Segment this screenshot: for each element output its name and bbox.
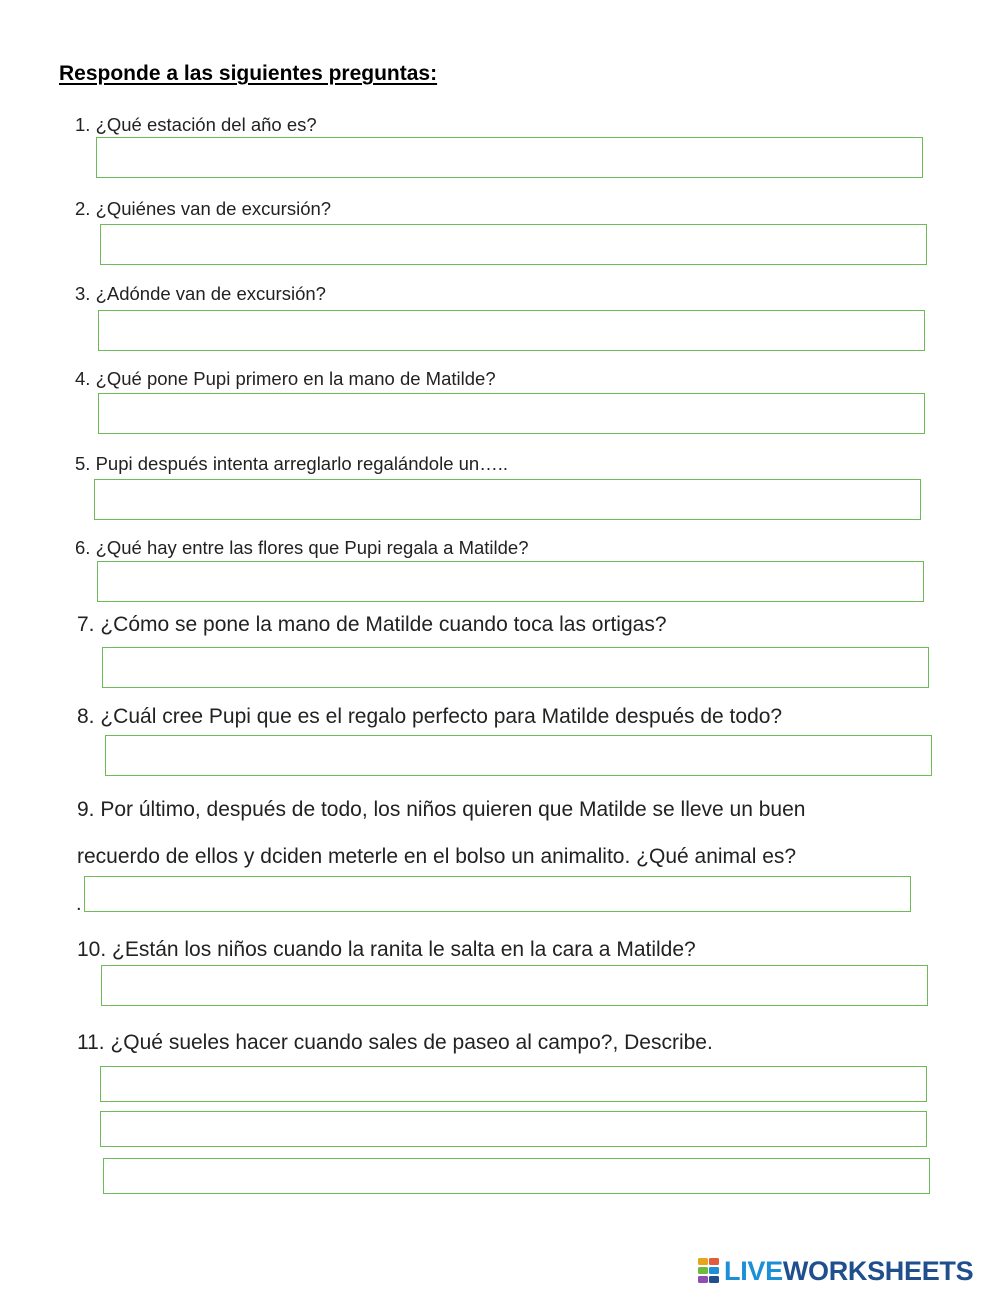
- question-4: 4. ¿Qué pone Pupi primero en la mano de Matilde?: [75, 368, 496, 389]
- question-9-line-2: recuerdo de ellos y dciden meterle en el bolso un animalito. ¿Qué animal es?: [77, 845, 797, 868]
- question-8: 8. ¿Cuál cree Pupi que es el regalo perfecto para Matilde después de todo?: [77, 705, 783, 728]
- answer-input-11a[interactable]: [100, 1066, 927, 1102]
- liveworksheets-logo: [698, 1256, 973, 1286]
- question-2: 2. ¿Quiénes van de excursión?: [75, 198, 332, 219]
- question-3: 3. ¿Adónde van de excursión?: [75, 283, 326, 304]
- stray-period: .: [76, 893, 82, 915]
- answer-input-10[interactable]: [101, 965, 928, 1006]
- question-10: 10. ¿Están los niños cuando la ranita le salta en la cara a Matilde?: [77, 938, 696, 961]
- question-6: 6. ¿Qué hay entre las flores que Pupi regala a Matilde?: [75, 537, 529, 558]
- logo-live-text: LIVE: [724, 1255, 783, 1286]
- question-9-line-1: 9. Por último, después de todo, los niños quieren que Matilde se lleve un buen: [77, 798, 806, 821]
- question-11: 11. ¿Qué sueles hacer cuando sales de paseo al campo?, Describe.: [77, 1031, 713, 1054]
- answer-input-4[interactable]: [98, 393, 925, 434]
- answer-input-6[interactable]: [97, 561, 924, 602]
- answer-input-5[interactable]: [94, 479, 921, 520]
- answer-input-9[interactable]: [84, 876, 911, 912]
- question-5: 5. Pupi después intenta arreglarlo regalándole un…..: [75, 453, 508, 474]
- answer-input-2[interactable]: [100, 224, 927, 265]
- liveworksheets-logo-icon: [698, 1258, 720, 1284]
- liveworksheets-wordmark: [724, 1256, 973, 1287]
- answer-input-1[interactable]: [96, 137, 923, 178]
- answer-input-11b[interactable]: [100, 1111, 927, 1147]
- question-7: 7. ¿Cómo se pone la mano de Matilde cuando toca las ortigas?: [77, 613, 667, 636]
- question-1: 1. ¿Qué estación del año es?: [75, 114, 317, 135]
- answer-input-3[interactable]: [98, 310, 925, 351]
- answer-input-11c[interactable]: [103, 1158, 930, 1194]
- answer-input-8[interactable]: [105, 735, 932, 776]
- logo-worksheets-text: WORKSHEETS: [782, 1255, 974, 1286]
- worksheet-title: Responde a las siguientes preguntas:: [59, 62, 438, 85]
- answer-input-7[interactable]: [102, 647, 929, 688]
